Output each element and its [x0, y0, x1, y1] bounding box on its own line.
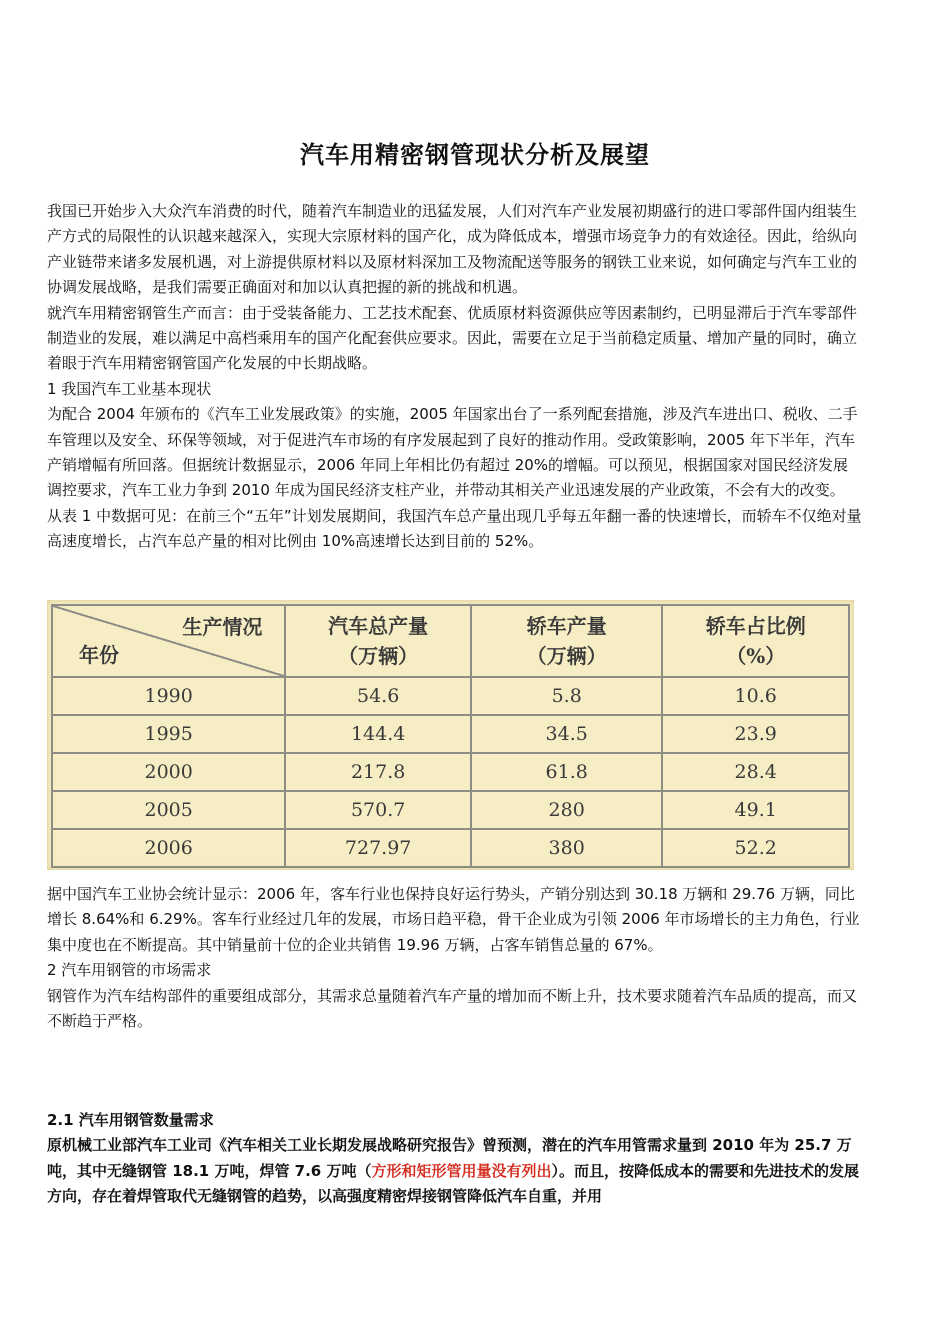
table-corner-header — [52, 605, 285, 677]
red-note: 方形和矩形管用量没有列出 — [371, 1161, 552, 1180]
ratio-cell: 10.6 — [662, 677, 849, 715]
production-table-image — [47, 600, 854, 870]
car-cell: 61.8 — [471, 753, 662, 791]
year-cell: 2000 — [52, 753, 285, 791]
ratio-cell: 23.9 — [662, 715, 849, 753]
car-cell: 380 — [471, 829, 662, 867]
ratio-cell: 28.4 — [662, 753, 849, 791]
column-header: 汽车总产量 （万辆） — [285, 605, 471, 677]
car-cell: 34.5 — [471, 715, 662, 753]
column-header: 轿车产量 （万辆） — [471, 605, 662, 677]
paragraph: 我国已开始步入大众汽车消费的时代，随着汽车制造业的迅猛发展，人们对汽车产业发展初期盛行的进口零部件国内组装生产方式的局限性的认识越来越深入，实现大宗原材料的国产化，成为降低成本，增强市场竞争力的有效途径。因此，给纵向产业链带来诸多发展机遇，对上游提供原材料以及原材料深加工及物流配送等服务的钢铁工业来说，如何确定与汽车工业的协调发展战略，是我们需要正确面对和加以认真把握的新的挑战和机遇。 — [47, 202, 858, 297]
paragraph: 为配合 2004 年颁布的《汽车工业发展政策》的实施，2005 年国家出台了一系列配套措施，涉及汽车进出口、税收、二手车管理以及安全、环保等领域，对于促进汽车市场的有序发展起到了良好的推动作用。受政策影响，2005 年下半年，汽车产销增幅有所回落。但据统计数据显示，2006 年同上年相比仍有超过 20%的增幅。可以预见，根据国家对国民经济发展调控要求，汽车工业力争到 2010 年成为国民经济支柱产业，并带动其相关产业迅速发展的产业政策，不会有大的改变。 — [47, 405, 858, 500]
table-row — [52, 677, 849, 715]
bold-section — [47, 1108, 862, 1210]
paragraph: 钢管作为汽车结构部件的重要组成部分，其需求总量随着汽车产量的增加而不断上升，技术要求随着汽车品质的提高，而又不断趋于严格。 — [47, 986, 858, 1031]
total-cell: 54.6 — [285, 677, 471, 715]
document-title: 汽车用精密钢管现状分析及展望 — [300, 141, 650, 169]
table-row — [52, 829, 849, 867]
column-header: 轿车占比例 （%） — [662, 605, 849, 677]
section-heading: 1 我国汽车工业基本现状 — [47, 379, 212, 398]
paragraph: 据中国汽车工业协会统计显示：2006 年，客车行业也保持良好运行势头，产销分别达到 30.18 万辆和 29.76 万辆，同比增长 8.64%和 6.29%。客车行业经过几年的发展，市场日趋平稳，骨干企业成为引领 2006 年市场增长的主力角色，行业集中度也在不断提高。其中销量前十位的企业共销售 19.96 万辆，占客车销售总量的 67%。 — [47, 885, 860, 954]
paragraph: 从表 1 中数据可见：在前三个“五年”计划发展期间，我国汽车总产量出现几乎每五年翻一番的快速增长，而轿车不仅绝对量高速度增长，占汽车总产量的相对比例由 10%高速增长达到目前的 52%。 — [47, 506, 862, 551]
total-cell: 144.4 — [285, 715, 471, 753]
subsection-heading: 2.1 汽车用钢管数量需求 — [47, 1111, 214, 1129]
year-cell: 2005 — [52, 791, 285, 829]
table-row — [52, 715, 849, 753]
paragraph: 就汽车用精密钢管生产而言：由于受装备能力、工艺技术配套、优质原材料资源供应等因素制约，已明显滞后于汽车零部件制造业的发展，难以满足中高档乘用车的国产化配套供应要求。因此，需要在立足于当前稳定质量、增加产量的同时，确立着眼于汽车用精密钢管国产化发展的中长期战略。 — [47, 303, 858, 373]
intro-section — [47, 199, 862, 555]
ratio-cell: 52.2 — [662, 829, 849, 867]
total-cell: 727.97 — [285, 829, 471, 867]
year-cell: 2006 — [52, 829, 285, 867]
table-row — [52, 753, 849, 791]
corner-top-label: 生产情况 — [182, 615, 263, 639]
car-cell: 5.8 — [471, 677, 662, 715]
section-heading: 2 汽车用钢管的市场需求 — [47, 961, 212, 980]
table-row — [52, 791, 849, 829]
total-cell: 217.8 — [285, 753, 471, 791]
total-cell: 570.7 — [285, 791, 471, 829]
bold-paragraph: 原机械工业部汽车工业司《汽车相关工业长期发展战略研究报告》曾预测，潜在的汽车用管需求量到 2010 年为 25.7 万吨，其中无缝钢管 18.1 万吨，焊管 7.6 万吨（方形和矩形管用量没有列出）。而且，按降低成本的需要和先进技术的发展方向，存在着焊管取代无缝钢管的趋势，以高强度精密焊接钢管降低汽车自重，并用 — [47, 1136, 860, 1206]
ratio-cell: 49.1 — [662, 791, 849, 829]
year-cell: 1995 — [52, 715, 285, 753]
year-cell: 1990 — [52, 677, 285, 715]
corner-bottom-label: 年份 — [79, 643, 119, 667]
after-table-section — [47, 882, 862, 1034]
car-cell: 280 — [471, 791, 662, 829]
production-table — [51, 604, 850, 868]
